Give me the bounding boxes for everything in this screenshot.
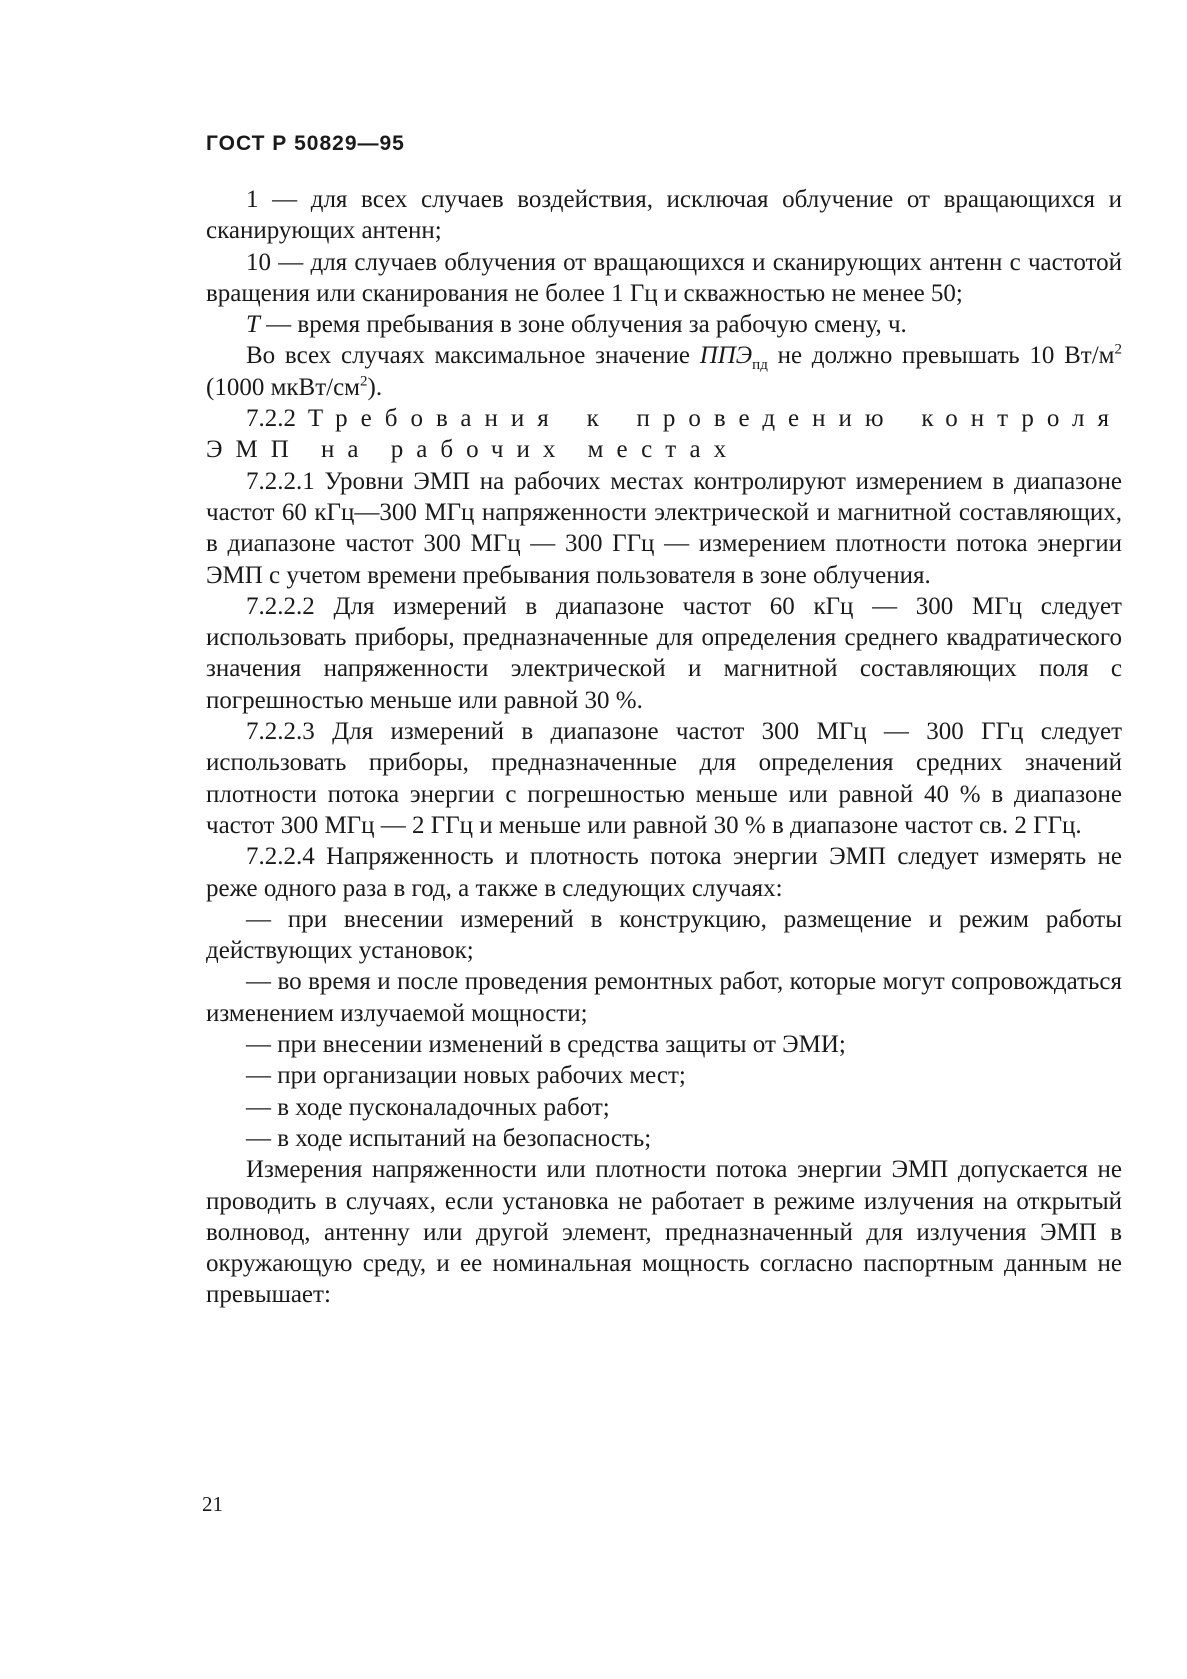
paragraph-time (206, 309, 1122, 340)
variable-ppe: ППЭ (699, 342, 753, 370)
paragraph-max-value (206, 340, 1122, 403)
list-item: — в ходе испытаний на безопасность; (246, 1124, 652, 1152)
document-code: ГОСТ Р 50829—95 (206, 132, 405, 155)
paragraph-coef-1: 1 — для всех случаев воздействия, исключая облучение от вращающихся и сканирующих антенн; (206, 186, 1122, 245)
list-item: — при организации новых рабочих мест; (246, 1062, 686, 1090)
subscript-pd: пд (752, 357, 768, 374)
variable-t: T (246, 311, 260, 339)
document-body (206, 184, 1122, 1311)
page-number: 21 (202, 1492, 223, 1516)
superscript: 2 (360, 373, 368, 390)
paragraph-time-text: — время пребывания в зоне облучения за рабочую смену, ч. (259, 311, 907, 339)
paragraph-7-2-2-4: 7.2.2.4 Напряженность и плотность потока энергии ЭМП следует измерять не реже одного раза в год, а также в следующих случаях: (206, 843, 1122, 902)
section-title: Требования к проведению контроля ЭМП на рабочих местах (206, 405, 1123, 464)
list-item: — во время и после проведения ремонтных работ, которые могут сопровождаться изменением излучаемой мощности; (206, 968, 1122, 1027)
list-item: — при внесении изменений в средства защиты от ЭМИ; (246, 1031, 846, 1059)
list-item: — в ходе пусконаладочных работ; (246, 1093, 610, 1121)
paragraph-7-2-2-3: 7.2.2.3 Для измерений в диапазоне частот 300 МГц — 300 ГГц следует использовать приборы, предназначенные для определения средних значений плотности потока энергии с погрешностью меньше или равной 40 % в диапазоне частот 300 МГц — 2 ГГц и меньше или равной 30 % в диапазоне частот св. 2 ГГц. (206, 718, 1122, 839)
section-heading-7-2-2 (206, 403, 1122, 466)
paragraph-7-2-2-1: 7.2.2.1 Уровни ЭМП на рабочих местах контролируют измерением в диапазоне частот 60 кГц—300 МГц напряженности электрической и магнитной составляющих, в диапазоне частот 300 МГц — 300 ГГц — измерением плотности потока энергии ЭМП с учетом времени пребывания пользователя в зоне облучения. (206, 467, 1122, 589)
paragraph-coef-10: 10 — для случаев облучения от вращающихся и сканирующих антенн с частотой вращения или сканирования не более 1 Гц и скважностью не менее 50; (206, 248, 1122, 307)
section-number: 7.2.2 (246, 405, 308, 433)
paragraph-exemption: Измерения напряженности или плотности потока энергии ЭМП допускается не проводить в случаях, если установка не работает в режиме излучения на открытый волновод, антенну или другой элемент, предназначенный для излучения ЭМП в окружающую среду, и ее номинальная мощность согласно паспортным данным не превышает: (206, 1156, 1122, 1309)
superscript: 2 (1114, 342, 1123, 359)
list-item: — при внесении измерений в конструкцию, размещение и режим работы действующих установок; (206, 905, 1122, 965)
paragraph-7-2-2-2: 7.2.2.2 Для измерений в диапазоне частот 60 кГц — 300 МГц следует использовать приборы, предназначенные для определения среднего квадратического значения напряженности электрической и магнитной составляющих поля с погрешностью меньше или равной 30 %. (206, 592, 1122, 714)
text-fragment: (1000 мкВт/см (206, 373, 361, 401)
text-fragment: не должно превышать 10 Вт/м (767, 342, 1115, 370)
text-fragment: ). (367, 373, 383, 401)
text-fragment: Во всех случаях максимальное значение (246, 342, 700, 370)
